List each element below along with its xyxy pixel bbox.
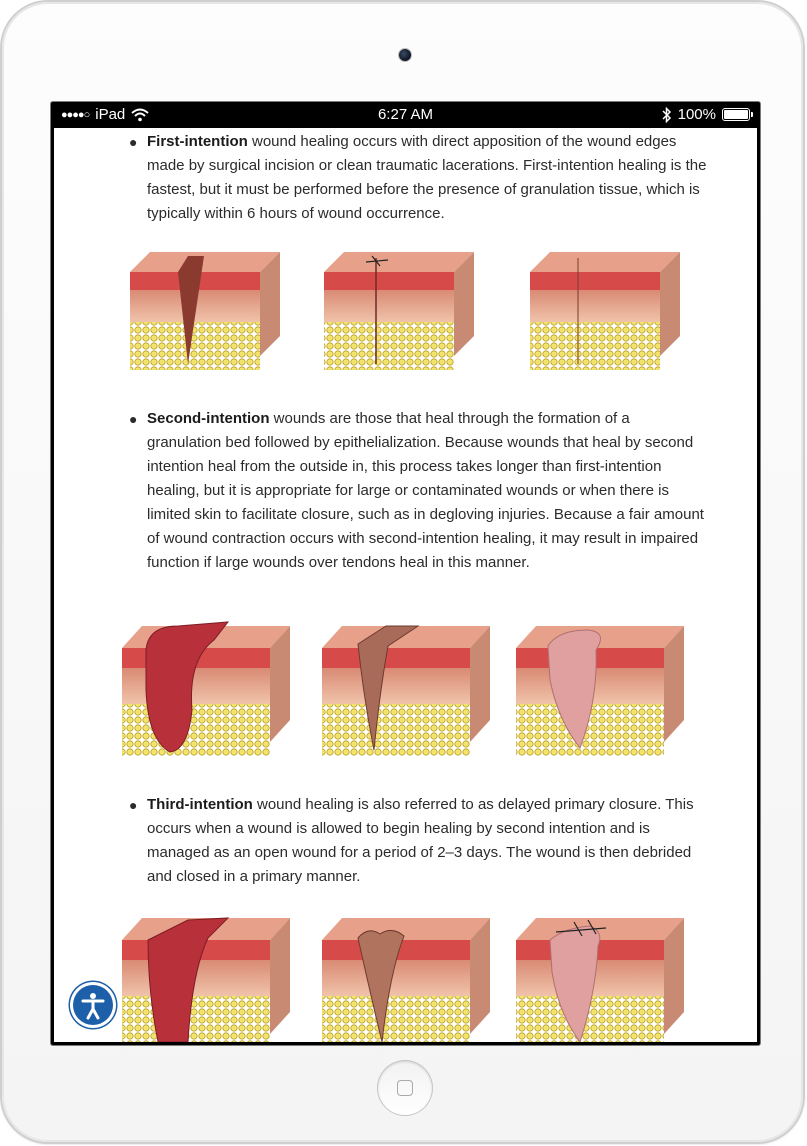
carrier-label: iPad — [95, 106, 126, 123]
third-intention-paragraph — [129, 793, 707, 889]
bullet-icon: ● — [129, 797, 138, 813]
third-intention-term: Third-intention — [147, 796, 253, 813]
skin-block-open-incision — [130, 252, 280, 370]
home-button-icon — [397, 1080, 413, 1096]
skin-block-open-wound — [122, 918, 290, 1042]
third-intention-text: wound healing is also referred to as delayed primary closure. This occurs when a wound is allowed to begin healing by second intention and is managed as an open wound for a period of 2–3 days. The wound is then debrided and closed in a primary manner. — [147, 796, 694, 885]
skin-block-debrided — [322, 918, 490, 1042]
device-screen — [51, 102, 760, 1045]
third-intention-illustration — [118, 912, 698, 1042]
ipad-device-frame — [2, 2, 803, 1142]
bullet-icon: ● — [129, 134, 138, 150]
battery-percent: 100% — [677, 106, 716, 123]
article-content — [54, 128, 757, 1042]
accessibility-icon — [73, 985, 113, 1025]
skin-block-primary-closure — [516, 918, 684, 1042]
clock: 6:27 AM — [377, 106, 434, 123]
bluetooth-icon — [662, 107, 672, 123]
second-intention-paragraph — [129, 407, 707, 575]
first-intention-term: First-intention — [147, 133, 248, 150]
second-intention-illustration — [118, 620, 698, 760]
accessibility-button[interactable] — [73, 985, 113, 1025]
home-button[interactable] — [378, 1061, 432, 1115]
skin-block-granulation-healed — [516, 626, 684, 756]
second-intention-term: Second-intention — [147, 410, 270, 427]
first-intention-text: wound healing occurs with direct apposition of the wound edges made by surgical incision or clean traumatic lacerations. First-intention healing is the fastest, but it must be performed before the presence of granulation tissue, which is typically within 6 hours of wound occurrence. — [147, 133, 707, 222]
first-intention-paragraph — [129, 130, 707, 226]
signal-strength: ●●●●○ — [61, 108, 90, 121]
skin-block-sutured — [324, 252, 474, 370]
skin-block-healed — [530, 252, 680, 370]
front-camera — [399, 49, 411, 61]
bullet-icon: ● — [129, 411, 138, 427]
battery-icon — [722, 108, 750, 121]
second-intention-text: wounds are those that heal through the formation of a granulation bed followed by epithelialization. Because wounds that heal by second intention heal from the outside in, this process takes longer than first-intention healing, but it is appropriate for large or contaminated wounds or when there is limited skin to facilitate closure, such as in degloving injuries. Because a fair amount of wound contraction occurs with second-intention healing, it may result in impaired function if large wounds over tendons heal in this manner. — [147, 410, 704, 571]
skin-block-granulation-open — [122, 622, 290, 756]
skin-block-granulation-contracting — [322, 626, 490, 756]
status-bar — [51, 102, 760, 128]
first-intention-illustration — [126, 246, 696, 376]
